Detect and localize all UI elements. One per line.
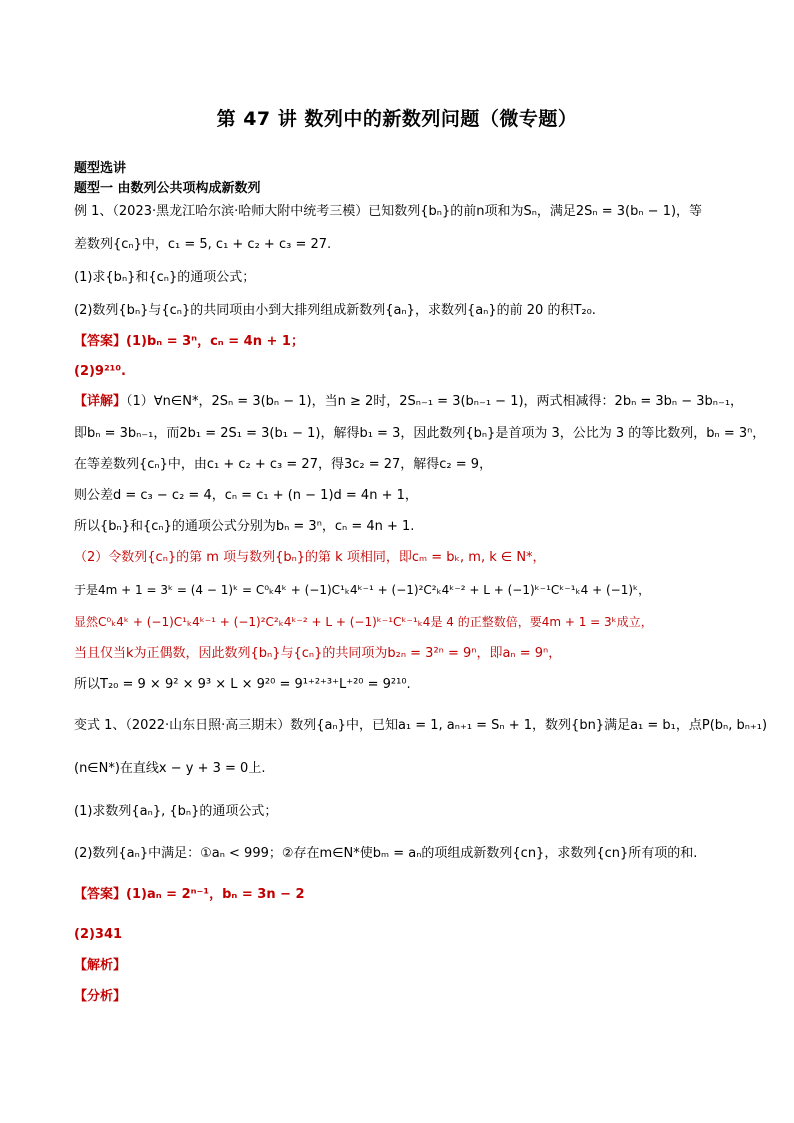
variant1-jiexi-tag: 【解析】 <box>74 958 127 973</box>
answer-part2: (2)9²¹⁰. <box>74 364 126 379</box>
variant1-answer-part2: (2)341 <box>74 927 123 942</box>
example1-question2: (2)数列{bₙ}与{cₙ}的共同项由小到大排列组成新数列{aₙ}，求数列{aₙ}的前 20 的积T₂₀. <box>74 303 596 318</box>
detail-line-9: 当且仅当k为正偶数，因此数列{bₙ}与{cₙ}的共同项为b₂ₙ = 3²ⁿ = 9ⁿ，即aₙ = 9ⁿ， <box>74 646 562 661</box>
variant1-answer-tag: 【答案】 <box>74 887 127 902</box>
example1-intro: 例 1、（2023·黑龙江哈尔滨·哈师大附中统考三模）已知数列{bₙ}的前n项和为Sₙ，满足2Sₙ = 3(bₙ − 1)，等 <box>74 204 703 219</box>
detail-line-4: 则公差d = c₃ − c₂ = 4，cₙ = c₁ + (n − 1)d = 4n + 1， <box>74 488 418 503</box>
variant1-answer-line <box>74 886 305 904</box>
section-heading: 题型选讲 <box>74 161 127 176</box>
example1-answer-line <box>74 333 304 351</box>
detail-tag: 【详解】 <box>74 394 127 409</box>
detail-line-10: 所以T₂₀ = 9 × 9² × 9³ × L × 9²⁰ = 9¹⁺²⁺³⁺L⁺²⁰ = 9²¹⁰. <box>74 677 411 692</box>
detail-line-2: 即bₙ = 3bₙ₋₁，而2b₁ = 2S₁ = 3(b₁ − 1)，解得b₁ = 3，因此数列{bₙ}是首项为 3，公比为 3 的等比数列，bₙ = 3ⁿ， <box>74 426 766 441</box>
detail-line-8: 显然C⁰ₖ4ᵏ + (−1)C¹ₖ4ᵏ⁻¹ + (−1)²C²ₖ4ᵏ⁻² + L + (−1)ᵏ⁻¹Cᵏ⁻¹ₖ4是 4 的正整数倍，要4m + 1 = 3ᵏ成立， <box>74 615 653 629</box>
answer-part1: (1)bₙ = 3ⁿ，cₙ = 4n + 1； <box>126 334 304 349</box>
detail-text-1: （1）∀n∈N*，2Sₙ = 3(bₙ − 1)，当n ≥ 2时，2Sₙ₋₁ = 3(bₙ₋₁ − 1)，两式相减得：2bₙ = 3bₙ − 3bₙ₋₁， <box>126 394 744 409</box>
variant1-question1: (1)求数列{aₙ}, {bₙ}的通项公式； <box>74 804 278 819</box>
variant1-intro: 变式 1、（2022·山东日照·高三期末）数列{aₙ}中，已知a₁ = 1, aₙ₊₁ = Sₙ + 1，数列{bn}满足a₁ = b₁，点P(bₙ, bₙ₊₁) <box>74 718 768 733</box>
detail-line-5: 所以{bₙ}和{cₙ}的通项公式分别为bₙ = 3ⁿ，cₙ = 4n + 1. <box>74 519 415 534</box>
example1-intro-cont: 差数列{cₙ}中，c₁ = 5, c₁ + c₂ + c₃ = 27. <box>74 237 332 252</box>
page-title: 第 47 讲 数列中的新数列问题（微专题） <box>216 108 578 130</box>
detail-line-3: 在等差数列{cₙ}中，由c₁ + c₂ + c₃ = 27，得3c₂ = 27，解得c₂ = 9， <box>74 457 493 472</box>
type-heading: 题型一 由数列公共项构成新数列 <box>74 181 261 196</box>
variant1-fenxi-tag: 【分析】 <box>74 989 127 1004</box>
detail-line-1 <box>74 393 743 411</box>
example1-question1: (1)求{bₙ}和{cₙ}的通项公式； <box>74 270 256 285</box>
answer-tag: 【答案】 <box>74 334 127 349</box>
variant1-question2: (2)数列{aₙ}中满足：①aₙ < 999；②存在m∈N*使bₘ = aₙ的项组成新数列{cn}，求数列{cn}所有项的和. <box>74 846 698 861</box>
variant1-intro-cont: (n∈N*)在直线x − y + 3 = 0上. <box>74 761 266 776</box>
detail-line-7: 于是4m + 1 = 3ᵏ = (4 − 1)ᵏ = C⁰ₖ4ᵏ + (−1)C¹ₖ4ᵏ⁻¹ + (−1)²C²ₖ4ᵏ⁻² + L + (−1)ᵏ⁻¹Cᵏ⁻¹ₖ4 + (−1)ᵏ， <box>74 583 651 597</box>
detail-line-6: （2）令数列{cₙ}的第 m 项与数列{bₙ}的第 k 项相同，即cₘ = bₖ, m, k ∈ N*， <box>74 550 546 565</box>
variant1-answer-part1: (1)aₙ = 2ⁿ⁻¹，bₙ = 3n − 2 <box>126 887 305 902</box>
